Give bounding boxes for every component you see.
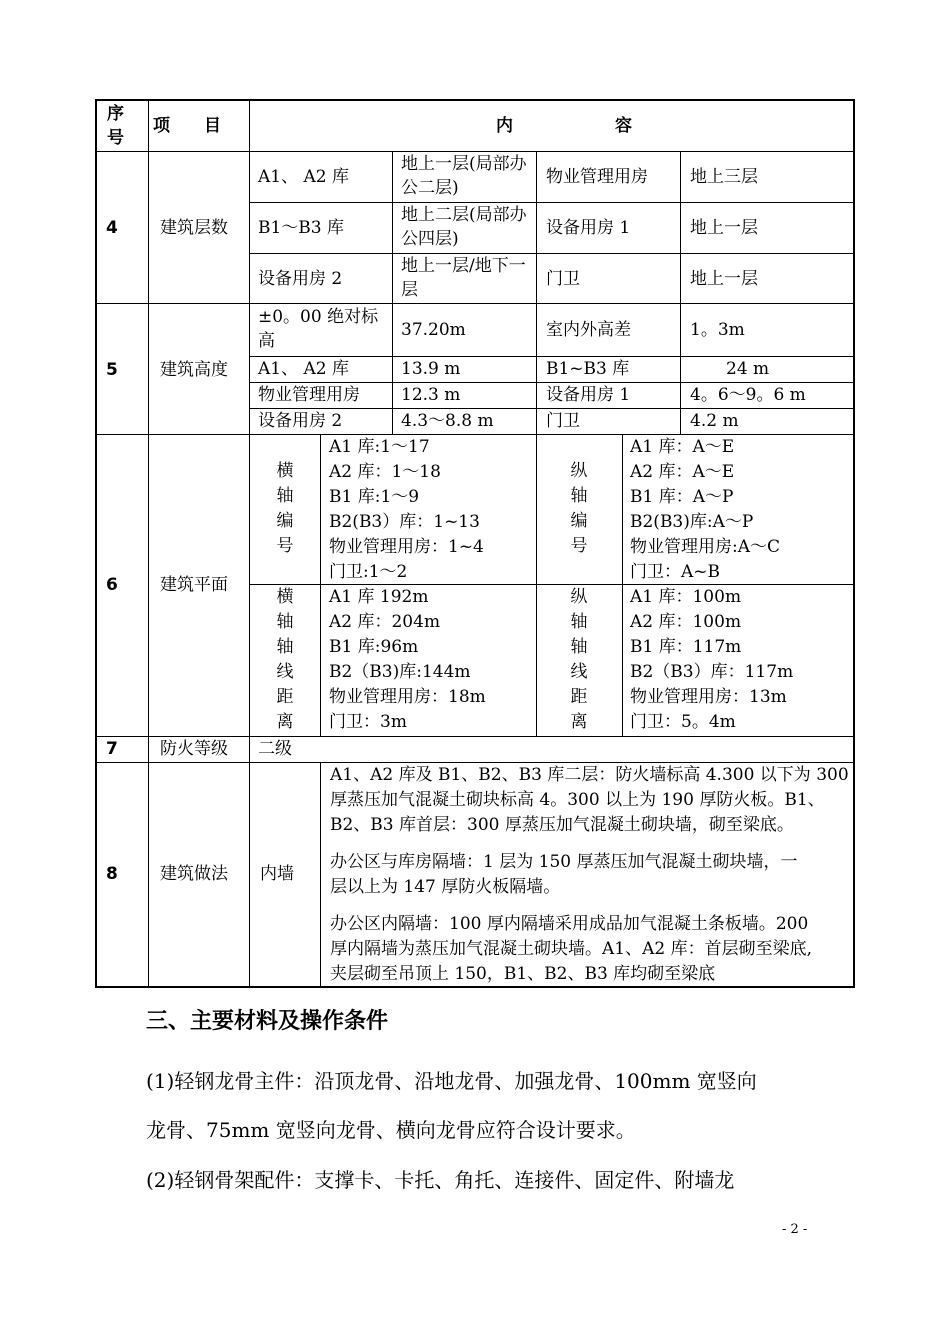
row6-item: 建筑平面 [160,575,228,595]
row4-no: 4 [106,218,118,238]
row5-cell: 4.2 m [690,411,739,431]
row7-item: 防火等级 [160,739,228,759]
row5-cell: 室内外高差 [546,320,631,340]
h-axis-label: 横轴编号 [276,461,294,556]
h-axis-value: 物业管理用房：1~4 [329,537,484,557]
section-line: (2)轻钢骨架配件：支撑卡、卡托、角托、连接件、固定件、附墙龙 [146,1168,735,1192]
row4-cell: 地上一层(局部办公二层) [401,154,527,198]
h-dist-value: B2（B3)库:144m [329,662,471,682]
row4-cell: 门卫 [546,269,580,289]
row5-cell: A1、 A2 库 [258,359,349,379]
row8-no: 8 [106,864,118,884]
row5-cell: ±0。00 绝对标高 [258,307,379,351]
h-dist-value: A2 库：204m [329,612,441,632]
row8-item: 建筑做法 [160,864,228,884]
row5-cell: 设备用房 2 [258,411,343,431]
row4-cell: 地上一层 [690,218,758,238]
row4-cell: A1、 A2 库 [258,167,349,187]
row4-cell: 设备用房 2 [258,269,343,289]
v-dist-value: 物业管理用房：13m [630,687,787,707]
v-dist-value: B2（B3）库：117m [630,662,794,682]
h-dist-label: 横轴轴线距离 [276,587,294,732]
v-axis-value: B2(B3)库:A～P [630,512,754,532]
row4-cell: 地上一层 [690,269,758,289]
h-dist-value: 物业管理用房：18m [329,687,486,707]
v-axis-value: 物业管理用房:A～C [630,537,781,557]
row8-line: 厚蒸压加气混凝土砌块标高 4。300 以上为 190 厚防火板。B1、 [330,790,825,810]
row8-line: 厚内隔墙为蒸压加气混凝土砌块墙。A1、A2 库：首层砌至梁底, [330,939,812,959]
h-dist-value: A1 库 192m [329,587,429,607]
row4-cell: 物业管理用房 [546,167,648,187]
v-axis-value: A1 库：A～E [630,437,735,457]
h-axis-value: B1 库:1～9 [329,487,420,507]
row4-item: 建筑层数 [160,218,228,238]
h-axis-value: 门卫:1～2 [329,562,408,582]
h-dist-value: B1 库:96m [329,637,419,657]
section-line: 龙骨、75mm 宽竖向龙骨、横向龙骨应符合设计要求。 [146,1118,636,1142]
row4-cell: 地上三层 [690,167,758,187]
row8-line: 办公区与库房隔墙：1 层为 150 厚蒸压加气混凝土砌块墙，一 [330,852,798,872]
row5-cell: B1~B3 库 [546,359,630,379]
v-axis-value: B1 库：A～P [630,487,734,507]
row8-sub: 内墙 [260,864,294,884]
row5-cell: 4。6～9。6 m [690,385,806,405]
row8-line: 办公区内隔墙：100 厚内隔墙采用成品加气混凝土条板墙。200 [330,914,809,934]
page-number: - 2 - [782,1222,808,1237]
row5-no: 5 [106,360,118,380]
h-axis-value: B2(B3）库：1~13 [329,512,480,532]
v-dist-value: A1 库：100m [630,587,742,607]
v-dist-value: B1 库：117m [630,637,742,657]
v-axis-value: 门卫：A~B [630,562,721,582]
row8-line: B2、B3 库首层：300 厚蒸压加气混凝土砌块墙，砌至梁底。 [330,815,794,835]
v-dist-value: A2 库：100m [630,612,742,632]
v-dist-value: 门卫：5。4m [630,712,736,732]
row5-cell: 门卫 [546,411,580,431]
row5-cell: 12.3 m [401,385,461,405]
row8-line: 夹层砌至吊顶上 150，B1、B2、B3 库均砌至梁底 [330,964,716,984]
row5-cell: 4.3～8.8 m [401,411,494,431]
header-content: 内 容 [496,116,632,136]
row5-cell: 1。3m [690,320,745,340]
row5-cell: 24 m [726,359,770,379]
row5-cell: 设备用房 1 [546,385,631,405]
row4-cell: 地上一层/地下一层 [401,256,526,300]
row8-line: 层以上为 147 厚防火板隔墙。 [330,877,561,897]
v-axis-label: 纵轴编号 [570,461,588,556]
row4-cell: 地上二层(局部办公四层) [401,205,527,249]
row4-cell: B1～B3 库 [258,218,345,238]
row5-cell: 37.20m [401,320,466,340]
row8-line: A1、A2 库及 B1、B2、B3 库二层：防火墙标高 4.300 以下为 300 [330,765,849,785]
row5-cell: 13.9 m [401,359,461,379]
row5-item: 建筑高度 [160,360,228,380]
row7-no: 7 [106,739,118,759]
h-axis-value: A1 库:1～17 [329,437,430,457]
h-dist-value: 门卫：3m [329,712,407,732]
row4-cell: 设备用房 1 [546,218,631,238]
h-axis-value: A2 库：1～18 [329,462,441,482]
row6-no: 6 [106,575,118,595]
header-no [98,101,146,151]
v-dist-label: 纵轴轴线距离 [570,587,588,732]
row5-cell: 物业管理用房 [258,385,360,405]
section-line: (1)轻钢龙骨主件：沿顶龙骨、沿地龙骨、加强龙骨、100mm 宽竖向 [146,1069,757,1093]
header-no-text: 序号 [107,104,124,148]
section-heading: 三、主要材料及操作条件 [146,1009,389,1034]
v-axis-value: A2 库：A～E [630,462,735,482]
row7-content: 二级 [258,739,292,759]
header-item: 项 目 [153,116,221,136]
